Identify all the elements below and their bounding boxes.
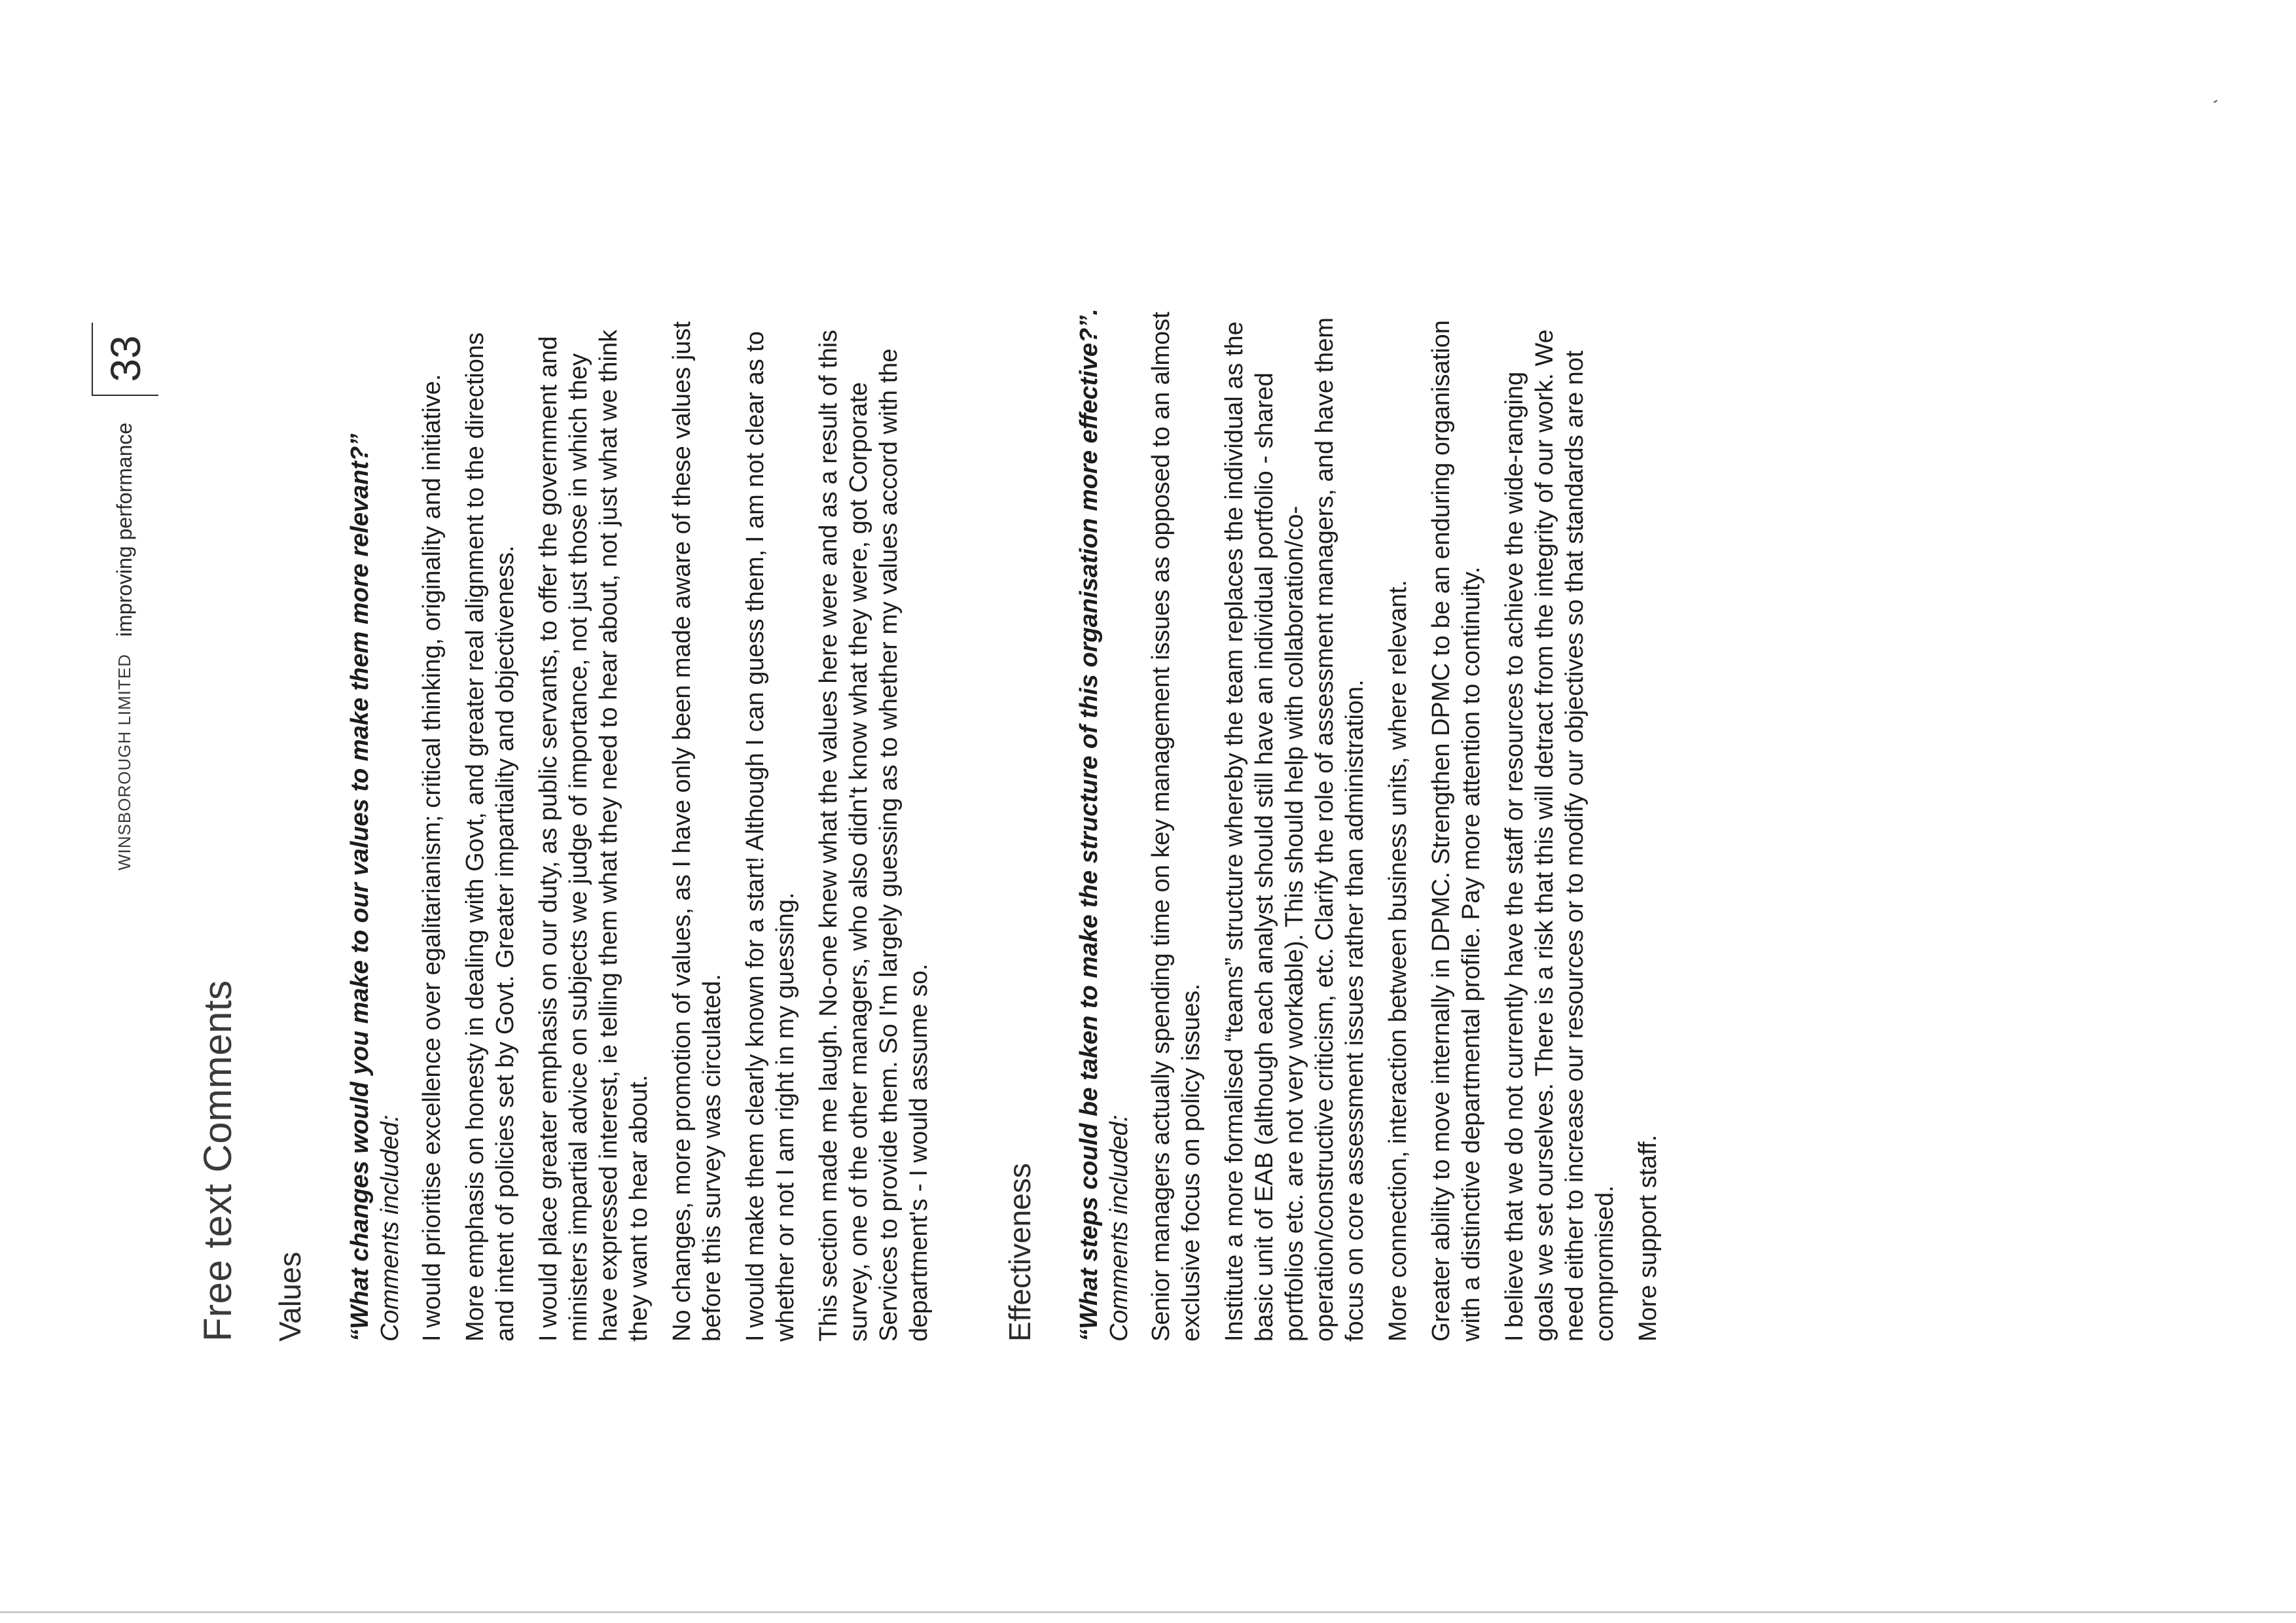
effectiveness-comment: I believe that we do not currently have the staff or resources to achieve the wide-ranging goals we set ourselves. There is a risk that this will detract from the integrity of our work. We need either to increase our resources or to modify our objectives so that standards are not compromised. bbox=[1501, 329, 1619, 1342]
effectiveness-comment: Greater ability to move internally in DPMC. Strengthen DPMC to be an enduring organisation with a distinctive departmental profile. Pay more attention to continuity. bbox=[1427, 320, 1486, 1342]
page-edge-line bbox=[0, 1611, 2296, 1613]
values-comment: This section made me laugh. No-one knew what the values here were and as a result of this survey, one of the other managers, who also didn't know what they were, got Corporate Services to provide them. So I'm largely guessing as to whether my values accord with the department's - I would assume so. bbox=[814, 329, 933, 1342]
values-question-text: “What changes would you make to our values to make them more relevant?” bbox=[346, 433, 374, 1342]
effectiveness-comment: More connection, interaction between business units, where relevant. bbox=[1384, 580, 1412, 1342]
effectiveness-question-note: Comments included: bbox=[1105, 1115, 1134, 1342]
rotated-content bbox=[196, 190, 2029, 1538]
page-number: 33 bbox=[102, 335, 149, 382]
section-spacer bbox=[947, 308, 1003, 1342]
footer-tagline: improving performance bbox=[112, 422, 136, 637]
page-title: Free text Comments bbox=[196, 980, 240, 1342]
values-question-note: Comments included: bbox=[376, 1115, 404, 1342]
effectiveness-comment: Senior managers actually spending time on key management issues as opposed to an almost exclusive focus on policy issues. bbox=[1147, 312, 1206, 1342]
values-comment: I would make them clearly known for a start! Although I can guess them, I am not clear as to whether or not I am right in my guessing. bbox=[741, 331, 799, 1342]
page-number-box bbox=[92, 323, 158, 396]
values-section bbox=[274, 308, 934, 1342]
content-inner bbox=[274, 308, 1663, 1538]
footer-brand: WINSBOROUGH LIMITED bbox=[114, 653, 134, 870]
section-heading-effectiveness: Effectiveness bbox=[1002, 1163, 1037, 1342]
section-heading-values: Values bbox=[273, 1251, 307, 1342]
values-comment: I would place greater emphasis on our duty, as public servants, to offer the government and ministers impartial advice on subjects we judge of importance, not just those in which they have expressed interest, ie telling them what they need to hear about, not just what we think they want to hear about. bbox=[534, 329, 653, 1342]
values-question bbox=[345, 308, 405, 1342]
values-comment: More emphasis on honesty in dealing with Govt, and greater real alignment to the directions and intent of policies set by Govt. Greater impartiality and objectiveness. bbox=[461, 332, 519, 1342]
effectiveness-comment: Institute a more formalised “teams” structure whereby the team replaces the individual as the basic unit of EAB (although each analyst should still have an individual portfolio - shared portfolios etc. are not very workable). This should help with collaboration/co-operation/constructive criticism, etc. Clarify the role of assessment managers, and have them focus on core assessment issues rather than administration. bbox=[1221, 317, 1369, 1342]
values-comment: I would prioritise excellence over egalitarianism; critical thinking, originality and initiative. bbox=[418, 374, 446, 1342]
effectiveness-question bbox=[1074, 308, 1134, 1342]
effectiveness-comment: More support staff. bbox=[1634, 1134, 1662, 1342]
values-comment: No changes, more promotion of values, as I have only been made aware of these values just before this survey was circulated. bbox=[668, 321, 726, 1342]
scan-speck bbox=[2214, 100, 2217, 103]
page-footer bbox=[98, 335, 177, 1538]
effectiveness-section bbox=[1003, 308, 1664, 1342]
effectiveness-question-text: “What steps could be taken to make the structure of this organisation more effective?”. bbox=[1075, 308, 1103, 1342]
document-body bbox=[196, 308, 1676, 1538]
footer-text bbox=[98, 423, 151, 1538]
